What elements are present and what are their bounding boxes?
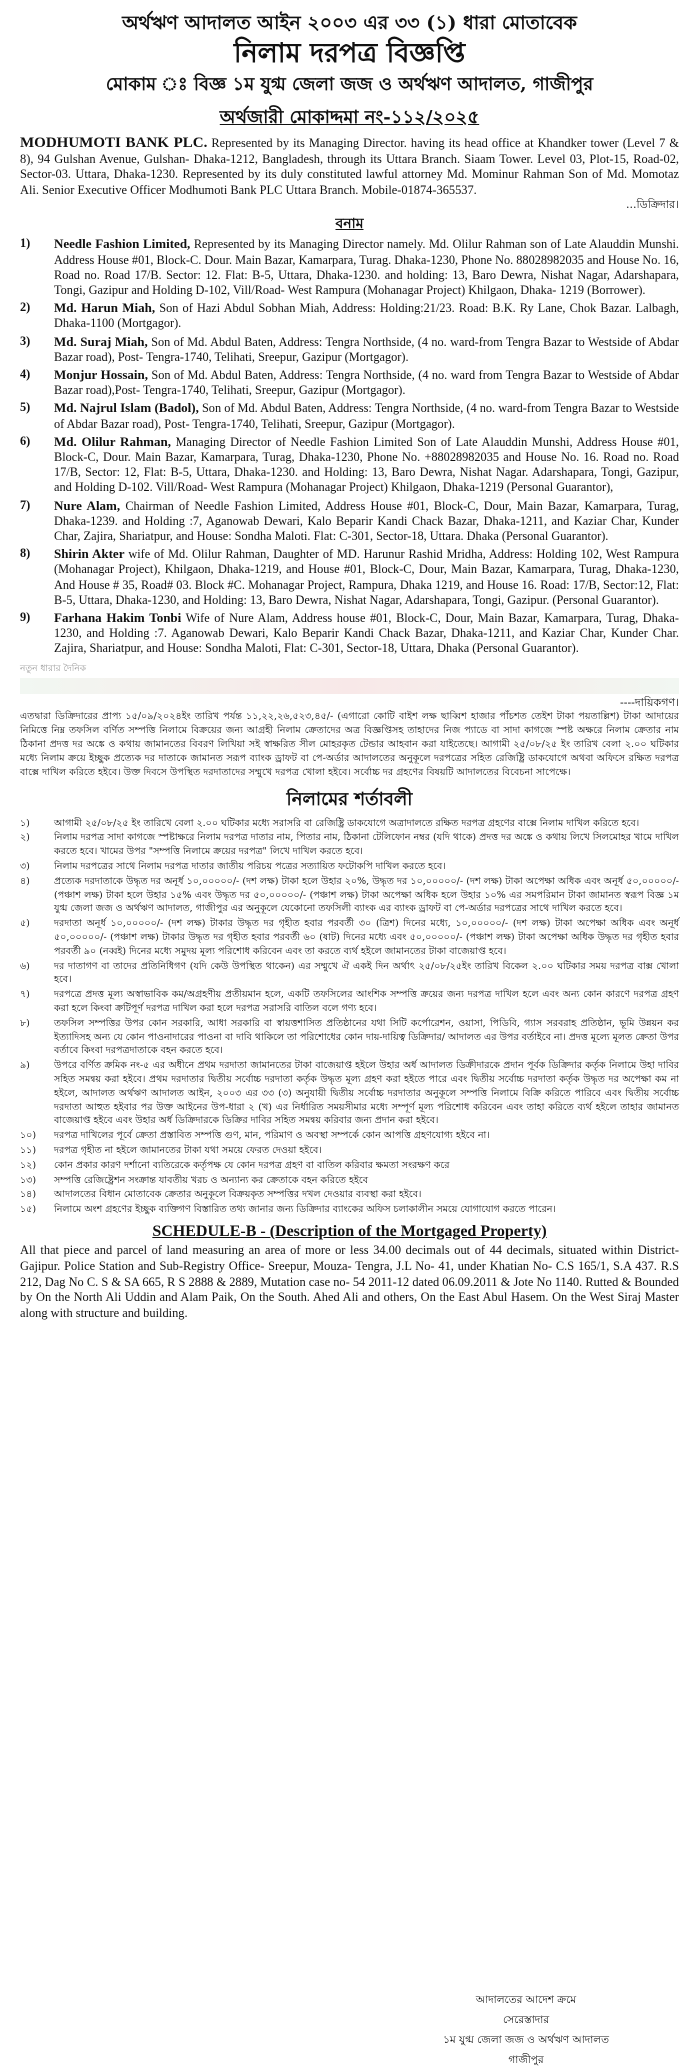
list-item: 9) Farhana Hakim Tonbi Wife of Nure Alam, Address house #01, Block-C, Dour, Main Bazar, Kamarpara, Turag, Dhaka-1230, and Holding :7. Aganowab Dewari, Kalo Beparir Kandi Chack Bazar, Dhaka-1211, and Kaziar Char, Kunder Char. Zajira, Shariatpur, and House: Sondha Maloti, Flat: C-301, Sector-18, Uttara, Dhaka (Personal Guarantor). <box>20 610 679 656</box>
list-item: ১৫) নিলামে অংশ গ্রহণের ইচ্ছুক ব্যক্তিগণ বিস্তারিত তথ্য জানার জন্য ডিক্রিদার ব্যাংকের অফিস চলাকালীন সময়ে যোগাযোগ করতে পারেন। <box>20 1204 556 1216</box>
list-item: 6) Md. Olilur Rahman, Managing Director of Needle Fashion Limited Son of Late Alauddin Munshi, Address House #01, Block-C, Dour. Main Bazar, Kamarpara, Turag, Dhaka-1230, Phone No. +88028982035 and House No. 16. Road no. Road 17/B, Sector: 12, Flat: B-5, Uttara, Dhaka-1230. and Holding: 13, Baro Dewra, Nishat Nagar. Adarshapara, Tongi, Gazipur, and Holding D-102. Vill/Road- West Rampura (Mohanagar Project) Khilgaon, Dhaka-1219 (Personal Guarantor), <box>20 433 680 495</box>
signature-line-place: গাজীপুর <box>508 2054 544 2066</box>
list-item: ৬) দর দাতাগণ বা তাদের প্রতিনিধিগণ (যদি কেউ উপস্থিত থাকেন) এর সম্মুখে ঐ একই দিন অর্থাৎ ২৫/০৮/২৫ইং তারিখ বিকেল ২.০০ ঘটিকার সময় দরপত্র বাক্স খোলা হবে। <box>20 960 679 986</box>
list-item: ১০) দরপত্র দাখিলের পূর্বে ক্রেতা প্রস্তাবিত সম্পত্তি গুণ, মান, পরিমাণ ও অবস্থা সম্পর্কে কোন আপত্তি গ্রহণযোগ্য হইবে না। <box>20 1130 490 1142</box>
auction-intro: এতদ্বারা ডিক্রিদারের প্রাপ্য ১৫/০৯/২০২৪ইং তারিখ পর্যন্ত ১১,২২,২৬,৫২৩,৪৫/- (এগারো কোটি বাইশ লক্ষ ছাব্বিশ হাজার পাঁচশত তেইশ টাকা পয়তাল্লিশ) টাকা আদায়ের নিমিত্তে নিম্ন তফসিল বর্ণিত সম্পত্তি নিলামে বিক্রয়ের জন্য আগ্রহী নিলাম ক্রেতাদের অত্র বিজ্ঞপ্তিসহ তাহাদের নিজ প্যাডে বা সাদা কাগজে স্পষ্ট অক্ষরে নিলাম ক্রেতার নাম ঠিকানা প্রদত্ত দর অঙ্কে ও কথায় জামানতের বিবরণ লিখিয়া সই স্বাক্ষরিত সীল মোহরকৃত টেন্ডার আহবান করা যাইতেছে। আগামী ২৫/০৮/২৫ ইং তারিখ বেলা ২.০০ ঘটিকার মধ্যে নিলাম ক্রয়ে ইচ্ছুক প্রত্যেক দর দাতাকে জামানত সরূপ ব্যাংক ড্রাফট বা পে-অর্ডার আদালতের অনুকূলে দরপত্রের সহিত রেজিষ্ট্রি ডাকযোগে অথবা অফিসে রক্ষিত দরপত্র বাক্সে দাখিল করিতে হইবে। উক্ত দিবসে উপস্থিত দরদাতাদের সম্মুখে দরপত্র খোলা হইবে। সর্বোচ্চ দর গ্রহণের বিষয়টি আদালতের বিবেচনা সাপেক্ষে। <box>20 710 679 779</box>
schedule-heading: SCHEDULE-B - (Description of the Mortgaged Property) <box>152 1222 547 1240</box>
case-number: অর্থজারী মোকাদ্দমা নং-১১২/২০২৫ <box>219 107 480 128</box>
bank-name: MODHUMOTI BANK PLC. <box>20 135 208 151</box>
newspaper-watermark: নতুন ধারার দৈনিক <box>20 663 86 674</box>
list-item: ২) নিলাম দরপত্র সাদা কাগজে স্পষ্টাক্ষরে নিলাম দরপত্র দাতার নাম, পিতার নাম, ঠিকানা টেলিফোন নম্বর (যদি থাকে) প্রদত্ত দর অঙ্কে ও কথায় লিখে সিলমোহর খামে দাখিল করতে হবে। খামের উপর "সম্পত্তি নিলামে ক্রয়ের দরপত্র" লিখে দাখিল করতে হবে। <box>20 832 679 858</box>
schedule-description: All that piece and parcel of land measuring an area of more or less 34.00 decimals out of 44 decimals, situated within District-Gajipur. Police Station and Sub-Registry Office- Sreepur, Mouza- Tengra, J.L No- 41, under Khatian No- C.S 165/1, S.A 437. R.S 212, Dag No C. S & SA 665, R S 2888 & 2889, Mutation case no- 54 2011-12 dated 06.09.2011 & Jote No 1140. Rutted & Bounded by On the North Ali Uddin and Alam Paik, On the South. Ahed Ali and others, On the East Abul Hasem. On the West Siraj Master along with structure and building. <box>20 1242 679 1321</box>
list-item: 2) Md. Harun Miah, Son of Hazi Abdul Sobhan Miah, Address: Holding:21/23. Road: B.K. Ry Lane, Chok Bazar. Lalbagh, Dhaka-1100 (Mortgagor). <box>20 300 679 331</box>
decree-holder-label: ...ডিক্রিদার। <box>625 198 679 212</box>
list-item: 3) Md. Suraj Miah, Son of Md. Abdul Baten, Address: Tengra Northside, (4 no. ward-from Tengra Bazar to Westside of Abdar Bazar road), Post- Tengra-1740, Telihati, Sreepur, Gazipur (Mortgagor). <box>20 333 680 364</box>
list-item: ৪) প্রত্যেক দরদাতাকে উদ্ধৃত দর অনূর্ধ ১০,০০০০০/- (দশ লক্ষ) টাকা হলে উহার ২০%, উদ্ধৃত দর ১০,০০০০০/- (দশ লক্ষ) টাকা অপেক্ষা অধিক এবং অনূর্ধ ৫০,০০০০০/- (পঞ্চাশ লক্ষ) টাকা হলে উহার ১৫% এবং উদ্ধৃত দর ৫০,০০০০০/- (পঞ্চাশ লক্ষ) টাকা অপেক্ষা অধিক হলে উহার ১০% এর সমপরিমান টাকা জামানত স্বরূপ বিজ্ঞ ১ম যুগ্ম জেলা জজ ও অর্থঋণ আদালত, গাজীপুর এর অনুকূলে যেকোনো তফসিলী ব্যাংক এর ব্যাংক ড্রাফট বা পে-অর্ডার দরপত্রের সাথে দাখিল করতে হবে। <box>20 875 679 915</box>
decree-holder-block <box>20 136 679 198</box>
bank-details: Represented by its Managing Director. having its head office at Khandker tower (Level 7 & 8), 94 Gulshan Avenue, Gulshan- Dhaka-1212, Bangladesh, through its Uttara Branch. Siaam Tower. Level 03, Plot-15, Road-02, Sector-03. Uttara, Dhaka-1230. Represented by its duly constituted lawful attorney Md. Mominur Rahman Son of Md. Momotaz Ali. Senior Executive Officer Modhumoti Bank PLC Uttara Branch. Mobile-01874-365537. <box>20 136 679 197</box>
act-reference: অর্থঋণ আদালত আইন ২০০৩ এর ৩৩ (১) ধারা মোতাবেক <box>122 12 577 34</box>
list-item: ১৪) আদালতের বিধান মোতাবেক ক্রেতার অনুকূলে বিক্রয়কৃত সম্পত্তির দখল দেওয়ার ব্যবস্থা করা হইবে। <box>20 1189 422 1201</box>
list-item: ৩) নিলাম দরপত্রের সাথে নিলাম দরপত্র দাতার জাতীয় পরিচয় পত্রের সত্যায়িত ফটোকপি দাখিল করতে হবে। <box>20 861 446 873</box>
list-item: ৮) তফসিল সম্পত্তির উপর কোন সরকারি, আধা সরকারি বা স্বায়ত্তশাসিত প্রতিষ্ঠানের যথা সিটি কর্পোরেশন, ওয়াসা, পিডিবি, গ্যাস সরবরাহ প্রতিষ্ঠান, ভূমি উন্নয়ন কর ইত্যাদিসহ অন্য যে কোন পাওনাদারের পাওনা বা দাবি থাকিলে তা পরিশোধের কোন দায়-দায়িত্ব ডিক্রিদার/ আদালত এর উপর বর্তাইবে না। প্রদত্ত মূল্যে মূলত ক্রেতা উপর বর্তাবে কিংবা দরপত্রদাতাকে বহন করতে হবে। <box>20 1017 679 1057</box>
list-item: 4) Monjur Hossain, Son of Md. Abdul Baten, Address: Tengra Northside, (4 no. ward from Tengra Bazar to Westside of Abdar Bazar road),Post- Tengra-1740, Telihati, Sreepur, Gazipur (Mortgagor). <box>20 367 679 398</box>
list-item: ৯) উপরে বর্ণিত ক্রমিক নং-৫ এর অধীনে প্রথম দরদাতা জামানতের টাকা বাজেয়াপ্ত হইলে উহার অর্ধ আদালত ডিক্রীদারকে প্রদান পূর্বক ডিক্রিদার কর্তৃক নিলামে উহা দাবির সহিত সমন্বয় করা হইবে। প্রথম দরদাতার দ্বিতীয় সর্বোচ্চ দরদাতা কর্তৃক উদ্ধৃত মূল্য গ্রহণ করা হইতে পারে এবং দ্বিতীয় সর্বোচ্চ দরদাতা কর্তৃক উদ্ধৃত দর অপেক্ষা কম না হইলে, আদালত অর্থঋণ আদালত আইন, ২০০৩ এর ৩৩ (৩) অনুযায়ী দ্বিতীয় সর্বোচ্চ দরদাতার অনুকূলে সম্পত্তি নিলামে বিক্রি করিতে পারিবে এবং দ্বিতীয় সর্বোচ্চ দরদাতা আহুত হইবার পর উক্ত আইনের উপ-ধারা ২ (খ) এর নির্ধারিত সময়সীমার মধ্যে সম্পূর্ণ মূল্য পরিশোধ করিবেন এবং তাহা করিতে ব্যর্থ হইলে তাহার জামানত বাজেয়াপ্ত হইবে এবং উহার অর্ধ ডিক্রিদারকে ডিক্রির দাবির সহিত সমন্বয় করিবার জন্য প্রদান করা হইবে। <box>20 1060 679 1127</box>
list-item: ১১) দরপত্র গৃহীত না হইলে জামানতের টাকা যথা সময়ে ফেরত দেওয়া হইবে। <box>20 1145 322 1156</box>
court-name: মোকাম ঃ বিজ্ঞ ১ম যুগ্ম জেলা জজ ও অর্থঋণ আদালত, গাজীপুর <box>105 74 594 95</box>
signature-line-order: আদালতের আদেশ ক্রমে <box>475 1994 577 2006</box>
list-item: ১৩) সম্পত্তি রেজিষ্ট্রেশন সংক্রান্ত যাবতীয় খরচ ও অন্যান্য কর ক্রেতাকে বহন করিতে হইবে <box>20 1174 368 1186</box>
list-item: 8) Shirin Akter wife of Md. Olilur Rahman, Daughter of MD. Harunur Rashid Mridha, Address: Holding 102, West Rampura (Mohanagar Project), Khilgaon, Dhaka-1219, and House #01, Block-C, Dour, Main Bazar, Kamarpara, Turag, Dhaka-1230, And House # 35, Road# 03. Block #C. Mohanagar Project, Rampura, Dhaka 1219, and House 16. Road: 17/B, Sector:12, Flat: B-5, Uttara, Dhaka-1230, and Holding: 13, Baro Dewra, Nishat Nagar, Adarshapara, Tongi, Gazipur. (Personal Guarantor). <box>20 546 679 607</box>
terms-heading: নিলামের শর্তাবলী <box>286 788 413 810</box>
list-item: ১) আগামী ২৫/০৮/২৫ ইং তারিখে বেলা ২.০০ ঘটিকার মধ্যে সরাসরি বা রেজিষ্ট্রি ডাকযোগে অত্রাদালতে রক্ষিত দরপত্র গ্রহণের বাক্সে নিলাম দাখিল করিতে হবে। <box>20 817 640 829</box>
versus-heading: বনাম <box>335 216 364 233</box>
signature-line-title: সেরেস্তাদার <box>502 2014 550 2026</box>
notice-title: নিলাম দরপত্র বিজ্ঞপ্তি <box>233 38 466 69</box>
list-item: 5) Md. Najrul Islam (Badol), Son of Md. Abdul Baten, Address: Tengra Northside, (4 no. ward-from Tengra Bazar to Westside of Abdar Bazar road), Post- Tengra-1740, Telihati, Sreepur, Gazipur (Mortgagor). <box>20 400 680 431</box>
list-item: ৫) দরদাতা অনূর্ধ ১০,০০০০০/- (দশ লক্ষ) টাকার উদ্ধৃত দর গৃহীত হবার পরবর্তী ৩০ (ত্রিশ) দিনের মধ্যে, ১০,০০০০০/- (দশ লক্ষ) টাকা অপেক্ষা অধিক এবং অনূর্ধ ৫০,০০০০০/- (পঞ্চাশ লক্ষ) টাকার উদ্ধৃত দর গৃহীত হবার পরবর্তী ৬০ (ষাট) দিনের মধ্যে এবং ৫০,০০০০০/- (পঞ্চাশ লক্ষ) টাকা অপেক্ষা অধিক উদ্ধৃত দর গৃহীত হবার পরবর্তী ৯০ (নব্বই) দিনের মধ্যে সমুদয় মূল্য পরিশোধ করিবেন এবং তা করতে ব্যর্থ হইলে জামানতের টাকা বাজেয়াপ্ত হবে। <box>20 918 679 957</box>
watermark-band <box>20 678 679 694</box>
defendants-list <box>20 236 679 656</box>
list-item: ৭) দরপত্রে প্রদত্ত মূল্য অস্বাভাবিক কম/অগ্রহণীয় প্রতীয়মান হলে, একটি তফসিলের আংশিক সম্পত্তি ক্রয়ের জন্য দরপত্র দাখিল হলে এবং অন্য কোন কারণে দরপত্র গ্রহণ করা হলে কিংবা ক্রটিপূর্ণ দরপত্র দাখিল করা হলে দরপত্র সরাসরি বাতিল বলে গণ্য হবে। <box>20 989 679 1015</box>
list-item: ১২) কোন প্রকার কারণ দর্শানো ব্যতিরেকে কর্তৃপক্ষ যে কোন দরপত্র গ্রহণ বা বাতিল করিবার ক্ষমতা সংরক্ষণ করে <box>20 1159 450 1171</box>
signature-block <box>443 1990 609 2068</box>
list-item: 7) Nure Alam, Chairman of Needle Fashion Limited, Address House #01, Block-C, Dour, Main Bazar, Kamarpara, Turag, Dhaka-1239. and Holding :7, Aganowab Dewari, Kalo Beparir Kandi Chack Bazar, Dhaka-1211, and Kaziar Char, Kunder Char, Zajira, Shariatpur, and House: Sondha Maloti. Flat: C-301, Sector-18, Uttara. Dhaka (Personal Guarantor). <box>20 497 679 544</box>
terms-list <box>20 817 679 1217</box>
list-item: 1) Needle Fashion Limited, Represented by its Managing Director namely. Md. Olilur Rahman son of Late Alauddin Munshi. Address House #01, Block-C. Dour. Main Bazar, Kamarpara, Turag. Dhaka-1230, Phone No. 88028982035 and House No. 16, Road no. Road 17/B. Sector: 12. Flat: B-5, Uttara, Dhaka-1230. and holding: 13, Baro Dewra, Nishat Nagar, Adarshapara, Tongi, Gazipur and Holding D-102, Vill/Road- West Rampura (Mohanagar Project) Khilgaon, Dhaka- 1219 (Borrower). <box>20 236 679 297</box>
signature-line-court: ১ম যুগ্ম জেলা জজ ও অর্থঋণ আদালত <box>443 2034 609 2046</box>
defendants-label: ----দায়িকগণ। <box>620 695 679 709</box>
